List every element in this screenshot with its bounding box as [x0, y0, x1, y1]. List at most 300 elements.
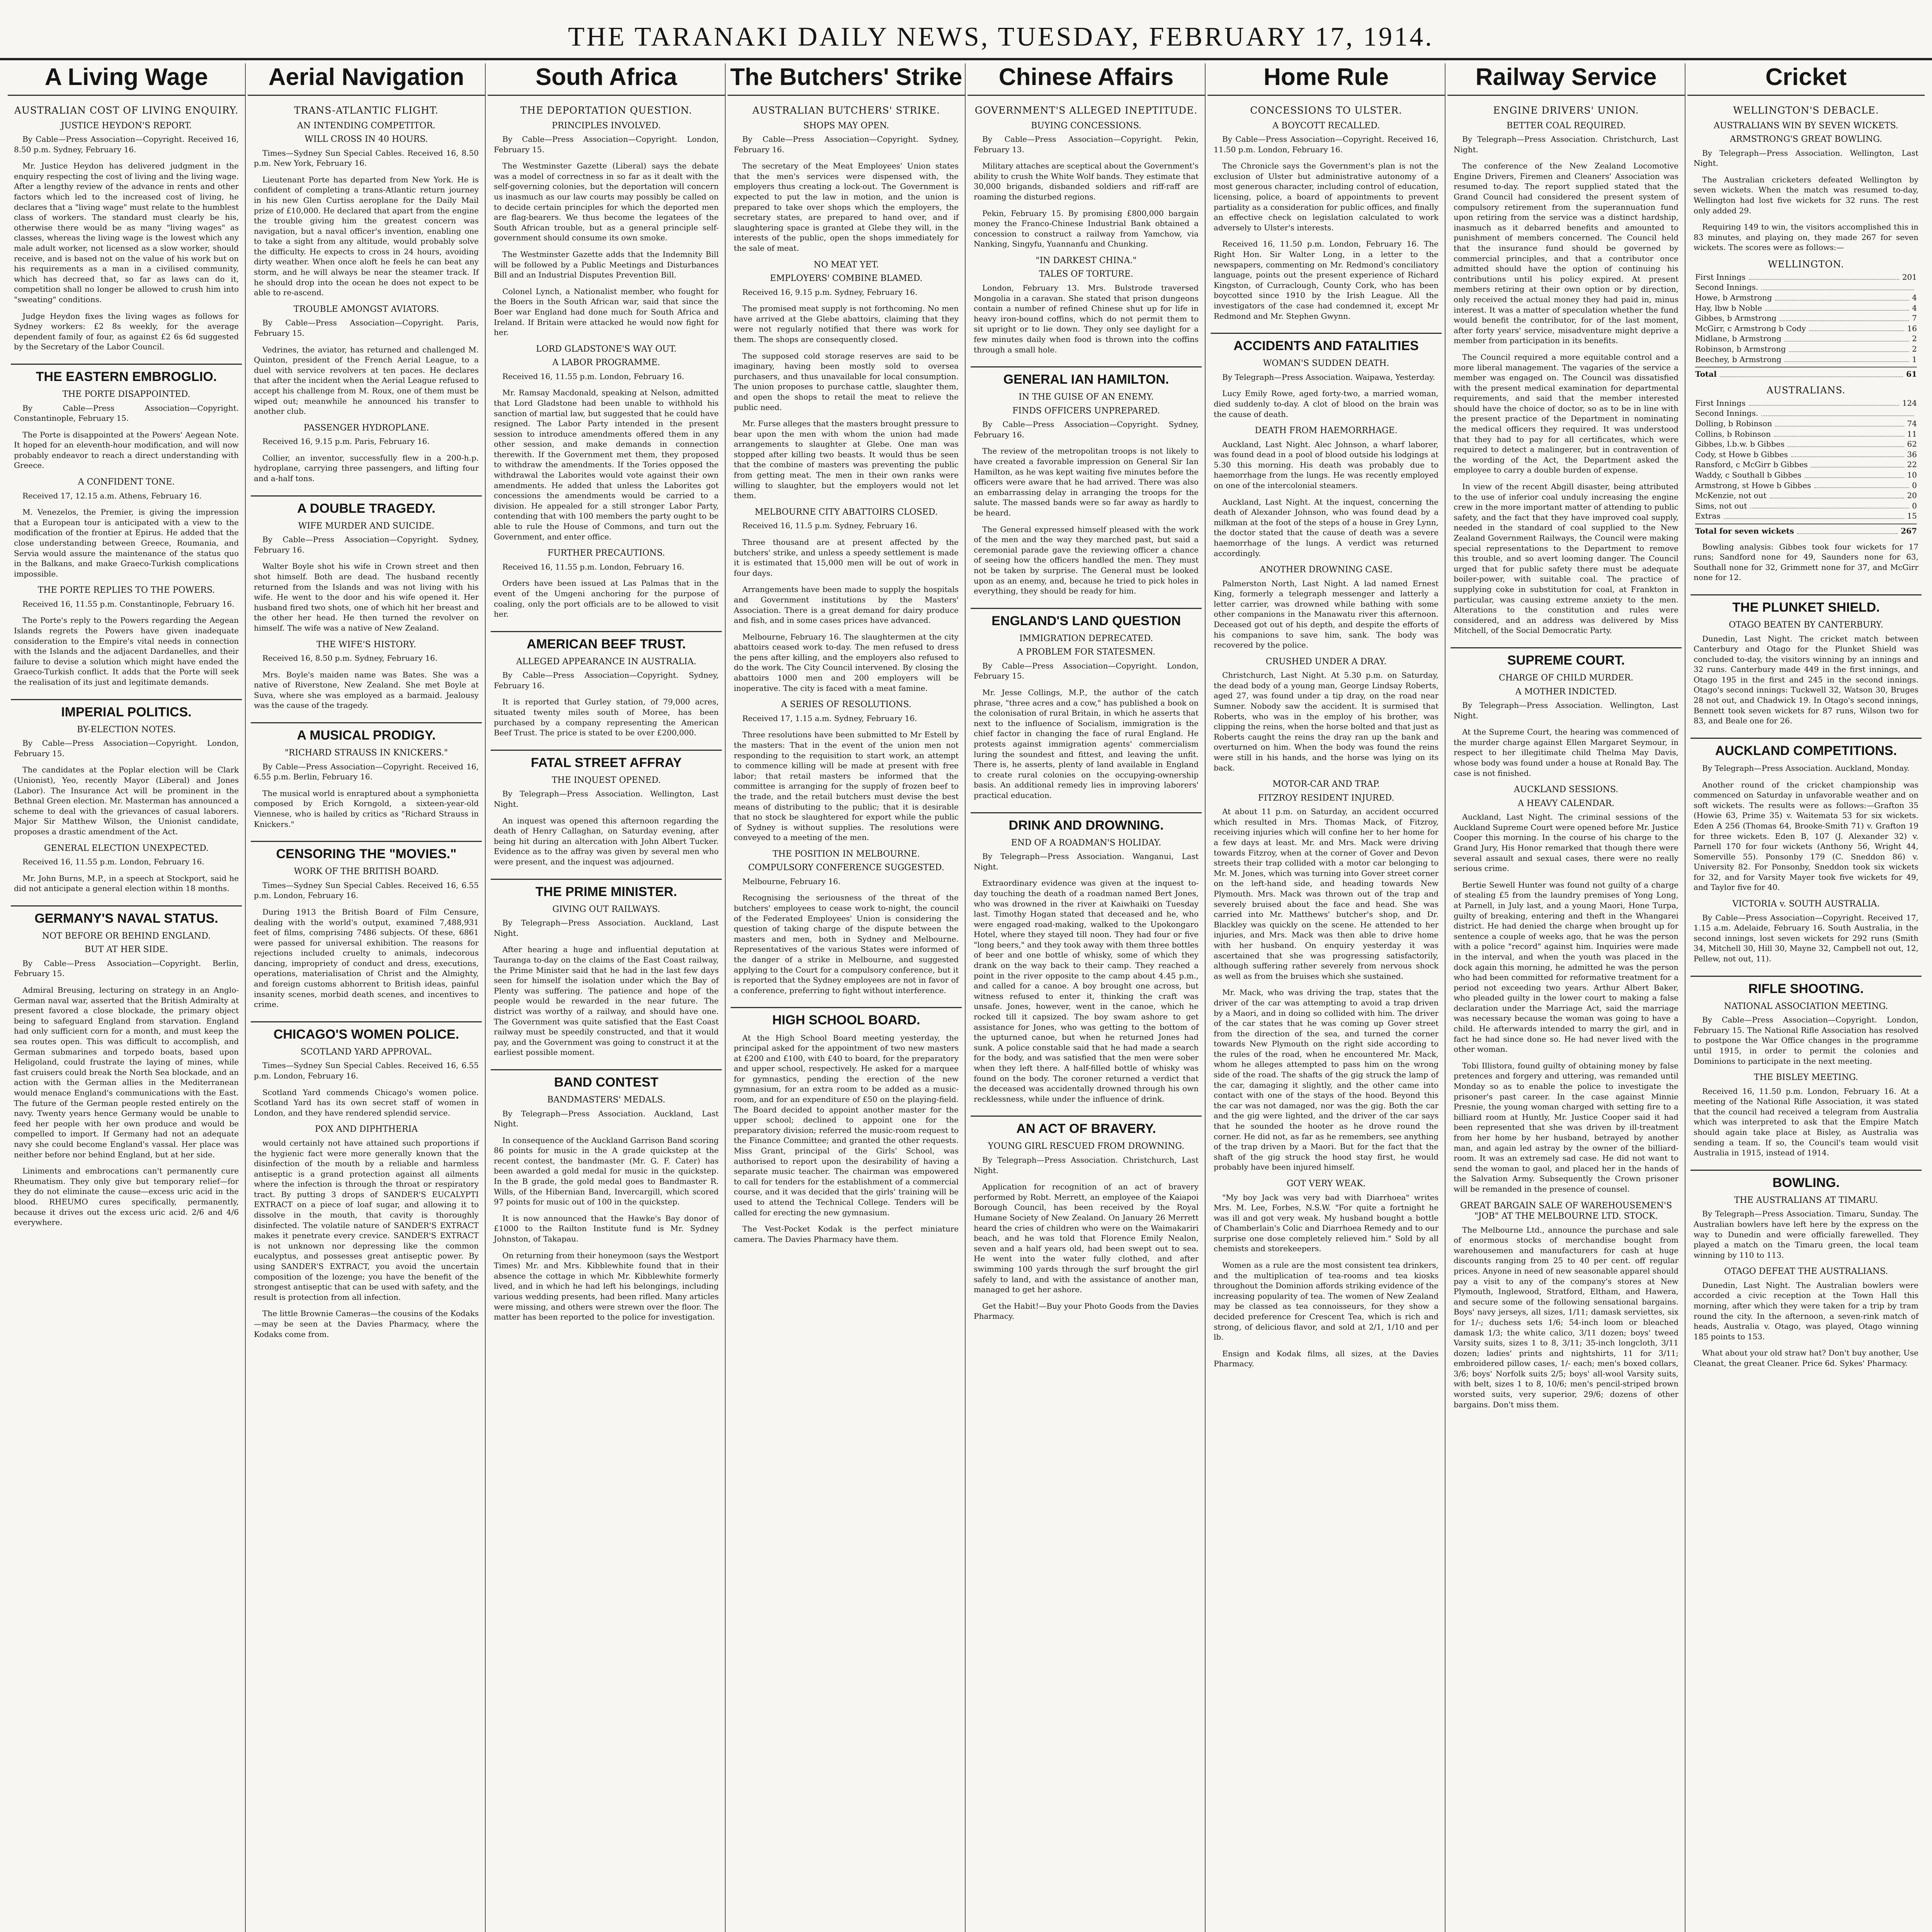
- score-name: Second Innings.: [1695, 408, 1759, 418]
- article-paragraph: By Cable—Press Association—Copyright. Received 16, 8.50 p.m. Sydney, February 16.: [14, 134, 239, 154]
- article-paragraph: M. Venezelos, the Premier, is giving the impression that a European tour is anticipated with a view to the modification of the frontier at Epirus. He added that the close understanding between Greece, Roumania, and Servia would assure the maintenance of the status quo in the Balkans, and make Graeco-Turkish complications impossible.: [14, 507, 239, 578]
- article-paragraph: The secretary of the Meat Employees' Union states that the men's services were dispensed with, the employers thus creating a lock-out. The Government is expected to put the law in motion, and the union is prepared to take over shops which the employers, the secretary states, are prepared to hand over, and if slaughtering space is granted at Glebe they will, in the interests of the public, open the shops immediately for the sale of meat.: [734, 161, 959, 253]
- article-heading: IMMIGRATION DEPRECATED.: [1019, 633, 1153, 643]
- article-paragraph: By Cable—Press Association—Copyright. Received 17, 1.15 a.m. Adelaide, February 16. South Australia, in the second innings, lost seven wickets for 292 runs (Smith 34, Mitchell 30, Hill 30, Mayne 32, Campbell not out, 12, Pellew, not out, 11).: [1694, 913, 1918, 963]
- article-paragraph: Received 16, 8.50 p.m. Sydney, February 16.: [262, 653, 438, 663]
- score-row: [1695, 429, 1917, 439]
- score-row: [1695, 313, 1917, 323]
- news-column: [1208, 63, 1446, 1932]
- score-name: Hay, lbw b Noble: [1695, 303, 1762, 313]
- article-paragraph: Bertie Sewell Hunter was found not guilty of a charge of stealing £5 from the laundry premises of Yong Long, at Parnell, in July last, and a young Maori, Hone Turpa, guilty of breaking, entering and theft in the Whangarei district. He had denied the charge when brought up for sentence a couple of weeks ago, that he was the person with a police "record" against him. Inquiries were made in the interval, and when the youth was placed in the dock again this morning, he admitted he was the person who had been committed for reformative treatment for a period not exceeding two years. Arthur Albert Baker, who pleaded guilty in the lower court to making a false declaration under the Marriage Act, said the marriage was necessary because the woman was going to have a child. He afterwards intended to marry the girl, and in fact he had since done so. He had never lived with the other woman.: [1454, 880, 1679, 1054]
- section-heading: AMERICAN BEEF TRUST.: [491, 631, 722, 652]
- section-heading: THE PRIME MINISTER.: [491, 879, 722, 900]
- article-heading: POX AND DIPHTHERIA: [315, 1124, 418, 1134]
- article-paragraph: Dunedin, Last Night. The cricket match between Canterbury and Otago for the Plunket Shield was concluded to-day, the visitors winning by an innings and 32 runs. Canterbury made 449 in the first innings, and Otago 195 in the first and 245 in the second innings. Otago's second innings: Tuckwell 32, Watson 30, Bruges 28 not out, and Chadwick 19. In Otago's second innings, Bennett took seven wickets for 87 runs, Wilson two for 83, and Beale one for 26.: [1694, 634, 1918, 726]
- article-paragraph: It is now announced that the Hawke's Bay donor of £1000 to the Railton Institute fund is Mr. Sydney Johnston, of Takapau.: [494, 1213, 719, 1244]
- article-paragraph: The supposed cold storage reserves are said to be imaginary, having been mostly sold to oversea purchasers, and thus unavailable for local consumption. The union proposes to purchase cattle, slaughter them, and open the shops to retail the meat to relieve the public need.: [734, 351, 959, 412]
- article-paragraph: Received 16, 9.15 p.m. Paris, February 16.: [262, 437, 430, 446]
- article-paragraph: Bowling analysis: Gibbes took four wickets for 17 runs; Sandford none for 49, Saunders none for 63, Southall none for 32, Grimmett none for 37, and McGirr none for 12.: [1694, 542, 1918, 582]
- article-paragraph: Pekin, February 15. By promising £800,000 bargain money the Franco-Chinese Industrial Bank obtained a concession to construct a railway from Yamchow, via Nanking, Singyfu, Yuannanfu and Chunking.: [974, 208, 1199, 249]
- news-column: [968, 63, 1206, 1932]
- article-paragraph: At the High School Board meeting yesterday, the principal asked for the appointment of two new masters at £200 and £100, with £40 to board, for the preparatory and upper school, respectively. He asked for a marquee for gymnastics, pending the erection of the new gymnasium, for an extra room to be added as a music-room, and for an expenditure of £50 on the playing-field. The Board decided to appoint another master for the upper school; declined to appoint one for the preparatory division; referred the music-room request to the Finance Committee; and granted the other requests. Miss Grant, principal of the Girls' School, was authorised to report upon the desirability of having a separate music teacher. The chairman was empowered to call for tenders for the establishment of a commercial course, and it was decided that the girls' training will be used to attend the Technical College. Tenders will be called for erecting the new gymnasium.: [734, 1033, 959, 1217]
- score-row: [1695, 398, 1917, 408]
- article-paragraph: By Cable—Press Association—Copyright. Berlin, February 15.: [14, 958, 239, 978]
- score-value: 7: [1912, 313, 1917, 323]
- article-heading: ALLEGED APPEARANCE IN AUSTRALIA.: [516, 656, 697, 667]
- article-paragraph: Times—Sydney Sun Special Cables. Received 16, 8.50 p.m. New York, February 16.: [254, 148, 479, 168]
- article-heading: DEATH FROM HAEMORRHAGE.: [1255, 426, 1398, 436]
- article-heading: FITZROY RESIDENT INJURED.: [1258, 793, 1395, 803]
- article-heading: A BOYCOTT RECALLED.: [1272, 121, 1380, 131]
- article-paragraph: By Cable—Press Association—Copyright. Sydney, February 16.: [254, 535, 479, 554]
- article-heading: BUYING CONCESSIONS.: [1031, 121, 1141, 131]
- section-heading: CHICAGO'S WOMEN POLICE.: [251, 1021, 482, 1042]
- score-name: Second Innings.: [1695, 282, 1759, 292]
- article-paragraph: In consequence of the Auckland Garrison Band scoring 86 points for music in the A grade quickstep at the recent contest, the bandmaster (Mr. G. F. Cater) has been awarded a gold medal for music in the quickstep. In the B grade, the gold medal goes to Bandmaster R. Wills, of the Hibernian Band, Invercargill, which scored 97 points for music out of 100 in the quickstep.: [494, 1135, 719, 1207]
- score-row: [1695, 303, 1917, 313]
- score-value: 201: [1902, 272, 1917, 282]
- article-heading: WOMAN'S SUDDEN DEATH.: [1263, 359, 1389, 369]
- article-paragraph: Recognising the seriousness of the threat of the butchers' employees to cease work to-night, the council of the Federated Employees' Union is considering the question of taking charge of the dispute between the masters and men, both in Sydney and Melbourne. Representatives of the various States were informed of the danger of a strike in Melbourne, and suggested applying to the Court for a compulsory conference, but it is reported that the Sydney employees are not in favor of a conference, preferring to fight without interference.: [734, 893, 959, 995]
- article-paragraph: Received 16, 11.55 p.m. London, February 16.: [502, 371, 684, 381]
- article-paragraph: The Australian cricketers defeated Wellington by seven wickets. When the match was resumed to-day, Wellington had lost five wickets for 32 runs. The rest only added 29.: [1694, 175, 1918, 215]
- news-column: [488, 63, 726, 1932]
- article-paragraph: The Vest-Pocket Kodak is the perfect miniature camera. The Davies Pharmacy have them.: [734, 1224, 959, 1244]
- score-value: 2: [1912, 334, 1917, 344]
- article-paragraph: The promised meat supply is not forthcoming. No men have arrived at the Glebe abattoirs, claiming that they were not regularly notified that there was work for them. The shops are consequently closed.: [734, 304, 959, 344]
- article-paragraph: By Cable—Press Association—Copyright. Received 16, 11.50 p.m. London, February 16.: [1214, 134, 1439, 154]
- leader-dots: [1784, 354, 1909, 362]
- leader-dots: [1750, 501, 1909, 509]
- article-paragraph: Women as a rule are the most consistent tea drinkers, and the multiplication of tea-rooms and tea kiosks throughout the Dominion affords striking evidence of the increasing popularity of tea. The women of New Zealand may be classed as tea connoisseurs, for they show a decided preference for Crescent Tea, which is rich and strong, of delicious flavor, and sold at 2/1, 1/10 and per lb.: [1214, 1260, 1439, 1342]
- article-heading: MOTOR-CAR AND TRAP.: [1272, 779, 1380, 789]
- section-heading: A MUSICAL PRODIGY.: [251, 722, 482, 743]
- article-paragraph: Received 16, 11.50 p.m. London, February 16. At a meeting of the National Rifle Association, it was stated that the council had received a telegram from Australia which was interpreted to ask that the Empire Match should again take place at Bisley, as Australia was sending a team. If so, the Council's team would visit Australia in 1915, instead of 1914.: [1694, 1086, 1918, 1158]
- article-heading: ARMSTRONG'S GREAT BOWLING.: [1730, 134, 1883, 145]
- score-name: Total for seven wickets: [1695, 526, 1794, 536]
- article-heading: BETTER COAL REQUIRED.: [1506, 121, 1626, 131]
- score-row: [1695, 408, 1917, 418]
- column-title: Cricket: [1687, 63, 1925, 96]
- article-heading: SCOTLAND YARD APPROVAL.: [300, 1047, 432, 1057]
- article-heading: CONCESSIONS TO ULSTER.: [1250, 105, 1402, 116]
- article-heading: THE DEPORTATION QUESTION.: [520, 105, 692, 116]
- article-paragraph: Application for recognition of an act of bravery performed by Robt. Merrett, an employee of the Kaiapoi Borough Council, has been received by the Royal Humane Society of New Zealand. On January 26 Merrett heard the cries of children who were on the Waimakariri beach, and he was told that Florence Emily Nealon, seven and a half years old, had been swept out to sea. He went into the water fully clothed, and after swimming 100 yards through the surf brought the girl safely to land, and with the assistance of another man, managed to get her ashore.: [974, 1182, 1199, 1294]
- article-heading: THE INQUEST OPENED.: [551, 775, 661, 785]
- leader-dots: [1724, 511, 1904, 519]
- article-heading: A LABOR PROGRAMME.: [552, 358, 660, 368]
- score-name: Robinson, b Armstrong: [1695, 344, 1786, 354]
- leader-dots: [1765, 303, 1909, 311]
- article-paragraph: Received 16, 11.50 p.m. London, February 16. The Right Hon. Sir Walter Long, in a letter to the newspapers, commenting on Mr. Redmond's conciliatory language, points out the present experience of Richard Kingston, of Curraclough, County Cork, who has been boycotted since 1910 by the Irish League. All the investigators of the case had condemned it, except Mr Redmond and Mr. Stephen Gwynn.: [1214, 239, 1439, 321]
- article-heading: THE BISLEY MEETING.: [1753, 1073, 1859, 1083]
- article-heading: FINDS OFFICERS UNPREPARED.: [1012, 406, 1160, 416]
- article-paragraph: The Westminster Gazette (Liberal) says the debate was a model of correctness in so far as it dealt with the self-governing colonies, but the deportation will concern us inasmuch as our law courts may possibly be called on to decide certain principles for which the deported men are flag-bearers. We thus become the legatees of the South African trouble, but as a general principle self-government should consume its own smoke.: [494, 161, 719, 243]
- score-name: Armstrong, st Howe b Gibbes: [1695, 480, 1811, 490]
- score-row: [1695, 282, 1917, 293]
- score-row: [1695, 293, 1917, 303]
- score-row: [1695, 490, 1917, 501]
- leader-dots: [1811, 459, 1904, 468]
- article-paragraph: Christchurch, Last Night. At 5.30 p.m. on Saturday, the dead body of a young man, George Lindsay Roberts, aged 27, was found under a tip dray, on the road near Sumner. Nobody saw the accident. It is surmised that Roberts, who was in the employ of his brother, was clipping the reins, when the horse bolted and that just as Roberts caught the reins the dray ran up the bank and overturned on him. When the body was found the reins were still in his hands, and the horse was lying on its back.: [1214, 670, 1439, 772]
- article-paragraph: What about your old straw hat? Don't buy another, Use Cleanat, the great Cleaner. Price 6d. Sykes' Pharmacy.: [1694, 1348, 1918, 1368]
- article-paragraph: Times—Sydney Sun Special Cables. Received 16, 6.55 p.m. London, February 16.: [254, 880, 479, 900]
- article-paragraph: Times—Sydney Sun Special Cables. Received 16, 6.55 p.m. London, February 16.: [254, 1061, 479, 1081]
- score-value: 74: [1907, 419, 1917, 429]
- column-title: South Africa: [488, 63, 725, 96]
- article-heading: TALES OF TORTURE.: [1039, 269, 1134, 279]
- article-paragraph: By Telegraph—Press Association. Wellington, Last Night.: [494, 789, 719, 809]
- article-paragraph: The Melbourne Ltd., announce the purchase and sale of enormous stocks of merchandise bought from warehousemen and manufacturers for cash at huge discounts ranging from 25 to 40 per cent. off regular prices. Anyone in need of new seasonable apparel should pay a visit to any of the company's stores at New Plymouth, Inglewood, Stratford, Eltham, and Hawera, and secure some of the following sensational bargains. Boys' navy jerseys, all sizes, 1/11; damask serviettes, six for 1/-; duchess sets 1/6; 54-inch loom or bleached damask 1/3; the white calico, 3/11 dozen; boys' tweed Varsity suits, sizes 1 to 8, 3/11; 35-inch longcloth, 3/11 dozen; ladies' prints and nightshirts, 11 for 3/11; embroidered pillow cases, 1/- each; men's boxed collars, 3/6; boys' Norfolk suits 2/5; boys' all-wool Varsity suits, with belt, sizes 1 to 8, 10/6; men's pencil-striped brown worsted suits, very superior, 29/6; dozens of other bargains. Don't miss them.: [1454, 1225, 1679, 1409]
- section-heading: BOWLING.: [1690, 1170, 1922, 1190]
- score-row: [1695, 524, 1917, 536]
- article-paragraph: "My boy Jack was very bad with Diarrhoea" writes Mrs. M. Lee, Forbes, N.S.W. "For quite a fortnight he was ill and got very weak. My husband bought a bottle of Chamberlain's Colic and Diarrhoea Remedy and to our surprise one dose completely relieved him." Sold by all chemists and storekeepers.: [1214, 1192, 1439, 1253]
- article-heading: BANDMASTERS' MEDALS.: [547, 1095, 665, 1105]
- article-paragraph: Mr. Mack, who was driving the trap, states that the driver of the car was attempting to avoid a trap driven by a Maori, and in doing so collided with him. The driver of the car states that he was coming up Gover street from the direction of the sea, and turned the corner towards New Plymouth on the right side according to the rules of the road, when he encountered Mr. Mack, whom he alleges attempted to pass him on the wrong side of the road. The shafts of the gig struck the lamp of the car, damaging it slightly, and the other came into contact with one of the stays of the hood. Beyond this the car was not damaged, nor was the gig. Both the car and the gig were lighted, and the driver of the car says that he sounded the hooter as he drove round the corner. He did not, as far as he remembers, see anything of the trap driven by a Maori. But for the fact that the shaft of the gig struck the hood stay first, he would probably have been injured himself.: [1214, 988, 1439, 1172]
- score-name: McGirr, c Armstrong b Cody: [1695, 323, 1806, 333]
- score-name: Extras: [1695, 511, 1721, 521]
- article-paragraph: Received 17, 1.15 a.m. Sydney, February 16.: [742, 713, 917, 723]
- article-heading: PASSENGER HYDROPLANE.: [303, 423, 429, 433]
- article-heading: AUSTRALIANS WIN BY SEVEN WICKETS.: [1714, 121, 1898, 131]
- article-paragraph: would certainly not have attained such proportions if the hygienic fact were more generally known that the disinfection of the mouth by a reliable and harmless antiseptic is a grand protection against all ailments where the infection is through the throat or respiratory tract. By putting 3 drops of SANDER'S EUCALYPTI EXTRACT on a piece of loaf sugar, and allowing it to dissolve in the mouth, that cavity is thoroughly disinfected. The volatile nature of SANDER'S EXTRACT makes it penetrate every crevice. SANDER'S EXTRACT is not unknown nor depressing like the common eucalyptus, and possesses great antiseptic power. By using SANDER'S EXTRACT, you avoid the uncertain composition of the lozenge; you have the benefit of the strongest antiseptic that can be used with safety, and the result is protection from all infection.: [254, 1138, 479, 1302]
- score-row: [1695, 344, 1917, 354]
- score-name: Midlane, b Armstrong: [1695, 334, 1782, 344]
- article-heading: "IN DARKEST CHINA.": [1036, 255, 1137, 265]
- article-paragraph: Auckland, Last Night. Alec Johnson, a wharf laborer, was found dead in a pool of blood outside his lodgings at 5.30 this morning. His death was probably due to haemorrhage from the lungs. He was recently employed on one of the intercolonial steamers.: [1214, 439, 1439, 490]
- article-paragraph: Mr. Furse alleges that the masters brought pressure to bear upon the men with whom the union had made arrangements to slaughter at Glebe. One man was stopped after killing two beasts. It would thus be seen that the combine of masters was preventing the public from getting meat. The men in their own ranks were willing to slaughter, but the employers would not let them.: [734, 419, 959, 500]
- score-value: 11: [1907, 429, 1917, 439]
- column-title: The Butchers' Strike: [728, 63, 965, 96]
- article-paragraph: By Cable—Press Association—Copyright. Sydney, February 16.: [494, 670, 719, 690]
- article-paragraph: Received 16, 11.55 p.m. Constantinople, February 16.: [22, 599, 235, 609]
- leader-dots: [1789, 344, 1909, 352]
- leader-dots: [1780, 313, 1909, 321]
- article-paragraph: Received 17, 12.15 a.m. Athens, February 16.: [22, 491, 202, 500]
- article-paragraph: Received 16, 11.55 p.m. London, February 16.: [22, 857, 204, 867]
- article-heading: CHARGE OF CHILD MURDER.: [1498, 673, 1634, 683]
- article-heading: "RICHARD STRAUSS IN KNICKERS.": [284, 748, 448, 758]
- article-heading: BUT AT HER SIDE.: [85, 945, 168, 955]
- leader-dots: [1775, 293, 1909, 301]
- score-value: 124: [1902, 398, 1917, 408]
- article-paragraph: Lucy Emily Rowe, aged forty-two, a married woman, died suddenly to-day. A clot of blood on the brain was the cause of death.: [1214, 389, 1439, 419]
- score-value: 1: [1912, 354, 1917, 364]
- article-paragraph: Military attaches are sceptical about the Government's ability to crush the White Wolf bands. They estimate that 30,000 brigands, disbanded soldiers and riff-raff are roaming the disturbed regions.: [974, 161, 1199, 202]
- leader-dots: [1804, 470, 1904, 478]
- article-paragraph: At about 11 p.m. on Saturday, an accident occurred which resulted in Mrs. Thomas Mack, of Fitzroy, receiving injuries which will confine her to her home for a few days at least. Mr. and Mrs. Mack were driving towards Fitzroy, when at the corner of Gover and Devon streets their trap collided with a motor car belonging to Mr. M. Jones, which was turning into Gover street corner on the left-hand side, and heading towards New Plymouth. Mrs. Mack was thrown out of the trap and severely bruised about the face and head. She was carried into Mr. Matthews' butcher's shop, and Dr. Blackley was quickly on the scene. He attended to her injuries, and Mrs. Mack was then able to drive home with her husband. On enquiry yesterday it was ascertained that she was progressing satisfactorily, although suffering rather severely from nervous shock as well as from the bruises which she sustained.: [1214, 807, 1439, 981]
- article-paragraph: Auckland, Last Night. The criminal sessions of the Auckland Supreme Court were opened before Mr. Justice Cooper this morning. In the course of his charge to the Grand Jury, His Honor remarked that though there were several assault and sexual cases, there were no really serious crime.: [1454, 812, 1679, 873]
- score-row: [1695, 480, 1917, 491]
- article-heading: WORK OF THE BRITISH BOARD.: [294, 867, 439, 877]
- score-value: 15: [1907, 511, 1917, 521]
- article-paragraph: By Cable—Press Association—Copyright. Sydney, February 16.: [974, 420, 1199, 439]
- article-paragraph: By Cable—Press Association—Copyright. London, February 15.: [494, 134, 719, 154]
- section-heading: ENGLAND'S LAND QUESTION: [971, 608, 1202, 629]
- article-paragraph: By Cable—Press Association—Copyright. London, February 15.: [14, 738, 239, 758]
- article-paragraph: Melbourne, February 16. The slaughtermen at the city abattoirs ceased work to-day. The men refused to dress the pens after killing, and the employers also refused to do the work. The City Council intervened. By closing the abattoirs 1000 men and 200 employers will be inoperative. The city is faced with a meat famine.: [734, 632, 959, 693]
- section-heading: AN ACT OF BRAVERY.: [971, 1116, 1202, 1136]
- article-paragraph: Orders have been issued at Las Palmas that in the event of the Umgeni anchoring for the purpose of coaling, only the port officials are to be allowed to visit her.: [494, 578, 719, 619]
- leader-dots: [1791, 449, 1904, 457]
- article-paragraph: By Cable—Press Association—Copyright. London, February 15.: [974, 661, 1199, 681]
- score-name: Cody, st Howe b Gibbes: [1695, 449, 1788, 459]
- score-name: Dolling, b Robinson: [1695, 419, 1772, 429]
- article-heading: YOUNG GIRL RESCUED FROM DROWNING.: [988, 1141, 1185, 1151]
- section-heading: CENSORING THE "MOVIES.": [251, 841, 482, 862]
- score-row: [1695, 418, 1917, 429]
- article-paragraph: Extraordinary evidence was given at the inquest to-day touching the death of a roadman named Bert Jones, who was drowned in the river at Kaiwhaiki on Tuesday last. Timothy Hogan stated that deceased and he, who were engaged road-making, walked to the Upokongaro Hotel, where they stayed till noon. They had four or five "long beers," and they took away with them three bottles of beer and one bottle of whisky, some of which they drank on the way back to their camp. They reached a point in the river opposite to the camp about 4.45 p.m., and called for a canoe. A boy brought one across, but witness refused to enter it, thinking the craft was unsafe. Jones, however, went in the canoe, which he rocked till it capsized. The boy swam ashore to get assistance for Jones, who was getting to the bottom of the upturned canoe, but when he returned Jones had sunk. A police constable said that he had made a search for the body, and was satisfied that the men were sober when they left there. A half-filled bottle of whisky was found on the body. The coroner returned a verdict that the deceased was accidentally drowned through his own recklessness, while under the influence of drink.: [974, 878, 1199, 1104]
- article-heading: AUCKLAND SESSIONS.: [1514, 785, 1619, 795]
- article-paragraph: Received 16, 9.15 p.m. Sydney, February 16.: [742, 287, 918, 297]
- article-heading: A HEAVY CALENDAR.: [1517, 798, 1615, 808]
- article-heading: NATIONAL ASSOCIATION MEETING.: [1724, 1001, 1888, 1011]
- section-heading: ACCIDENTS AND FATALITIES: [1211, 333, 1442, 354]
- section-heading: GERMANY'S NAVAL STATUS.: [11, 905, 242, 926]
- scoreboard: [1695, 259, 1917, 379]
- article-paragraph: By Cable—Press Association—Copyright. London, February 15. The National Rifle Association has resolved to postpone the War Office changes in the programme until 1915, in order to permit the colonies and Dominions to participate in the next meeting.: [1694, 1015, 1918, 1066]
- article-paragraph: By Telegraph—Press Association. Timaru, Sunday. The Australian bowlers have left here by the express on the way to Dunedin and were officially farewelled. They played a match on the Timaru green, the local team winning by 110 to 113.: [1694, 1209, 1918, 1260]
- score-value: 62: [1907, 439, 1917, 449]
- section-heading: FATAL STREET AFFRAY: [491, 750, 722, 770]
- article-heading: THE PORTE DISAPPOINTED.: [62, 389, 190, 400]
- article-paragraph: By Telegraph—Press Association. Waipawa, Yesterday.: [1222, 372, 1435, 382]
- article-heading: MELBOURNE CITY ABATTOIRS CLOSED.: [755, 507, 938, 517]
- article-heading: A PROBLEM FOR STATESMEN.: [1017, 647, 1155, 657]
- score-name: Total: [1695, 369, 1717, 379]
- article-paragraph: By Telegraph—Press Association. Christchurch, Last Night.: [1454, 134, 1679, 154]
- article-paragraph: During 1913 the British Board of Film Censure, dealing with the world's output, examined 7,488,931 feet of films, comprising 7486 subjects. Of these, 6861 were passed for universal exhibition. The reasons for rejections included cruelty to animals, indecorous dancing, impropriety of conduct and dress, executions, operations, materialisation of Christ and the Almighty, and foreign customs abhorrent to British ideas, painful insanity scenes, morbid death scenes, and incentives to crime.: [254, 907, 479, 1009]
- article-heading: LORD GLADSTONE'S WAY OUT.: [536, 344, 677, 354]
- article-heading: OTAGO DEFEAT THE AUSTRALIANS.: [1724, 1267, 1888, 1277]
- score-row: [1695, 323, 1917, 334]
- score-row: [1695, 333, 1917, 344]
- article-paragraph: By Telegraph—Press Association. Wellington, Last Night.: [1694, 148, 1918, 168]
- article-heading: AUSTRALIAN BUTCHERS' STRIKE.: [752, 105, 940, 116]
- article-paragraph: The Council required a more equitable control and a more liberal management. The vagaries of the service a member was engaged on. The Council was dissatisfied with the present medical examination for departmental requirements, and said that the member interested should have the choice of doctor, so as to be in line with the present practice of the Department in nominating the medical officers they required. It was understood that they had to pay for all certificates, which were required to detect a malingerer, but in contravention of the wording of the Act, the Department asked the employee to carry a double burden of expense.: [1454, 352, 1679, 475]
- leader-dots: [1809, 323, 1904, 332]
- article-heading: GENERAL ELECTION UNEXPECTED.: [44, 843, 209, 853]
- column-title: Home Rule: [1208, 63, 1445, 96]
- article-paragraph: Vedrines, the aviator, has returned and challenged M. Quinton, president of the French Aerial League, to a duel with service revolvers at ten paces. He declares that after the incident when the Aerial League refused to accept his challenge from M. Roux, one of them must be wiped out; meanwhile he announced his transfer to another club.: [254, 345, 479, 416]
- section-heading: RIFLE SHOOTING.: [1690, 976, 1922, 997]
- article-paragraph: By Cable—Press Association—Copyright. Paris, February 15.: [254, 318, 479, 338]
- score-value: 2: [1912, 344, 1917, 354]
- article-heading: GIVING OUT RAILWAYS.: [552, 904, 660, 914]
- masthead: [0, 0, 1932, 60]
- score-value: 0: [1912, 480, 1917, 490]
- article-heading: VICTORIA v. SOUTH AUSTRALIA.: [1732, 899, 1880, 909]
- news-column: [1687, 63, 1925, 1932]
- leader-dots: [1749, 272, 1899, 280]
- article-heading: ENGINE DRIVERS' UNION.: [1493, 105, 1639, 116]
- scoreboard: [1695, 385, 1917, 536]
- section-heading: BAND CONTEST: [491, 1069, 722, 1090]
- news-column: [8, 63, 246, 1932]
- score-value: 10: [1907, 470, 1917, 480]
- score-name: Sims, not out: [1695, 501, 1747, 510]
- score-name: Ransford, c McGirr b Gibbes: [1695, 460, 1808, 469]
- section-heading: DRINK AND DROWNING.: [971, 812, 1202, 833]
- article-paragraph: Arrangements have been made to supply the hospitals and Government institutions by the Masters' Association. There is a great demand for dairy produce and fish, and in some cases prices have advanced.: [734, 585, 959, 625]
- article-heading: TROUBLE AMONGST AVIATORS.: [293, 304, 439, 314]
- article-heading: WELLINGTON'S DEBACLE.: [1733, 105, 1879, 116]
- article-paragraph: Colonel Lynch, a Nationalist member, who fought for the Boers in the South African war, said that since the Boer war England had done much for South Africa and Ireland. If Britain were attacked he would now fight for her.: [494, 286, 719, 337]
- article-heading: GOVERNMENT'S ALLEGED INEPTITUDE.: [975, 105, 1198, 116]
- article-paragraph: Received 16, 11.55 p.m. London, February 16.: [502, 562, 684, 571]
- article-heading: THE PORTE REPLIES TO THE POWERS.: [37, 585, 215, 595]
- score-row: [1695, 511, 1917, 521]
- leader-dots: [1761, 408, 1914, 416]
- article-paragraph: Walter Boyle shot his wife in Crown street and then shot himself. Both are dead. The husband recently returned from the Islands and was not living with his wife. He went to the door and his wife opened it. Her husband fired two shots, one of which hit her breast and the other her head. He then turned the revolver on himself. The wife was a native of New Zealand.: [254, 561, 479, 633]
- article-paragraph: Mr. John Burns, M.P., in a speech at Stockport, said he did not anticipate a general election within 18 months.: [14, 873, 239, 893]
- article-paragraph: By Cable—Press Association—Copyright. Pekin, February 13.: [974, 134, 1199, 154]
- article-paragraph: Three resolutions have been submitted to Mr Estell by the masters: That in the event of the union men not responding to the requisition to start work, an attempt to commence killing will be made at present with free labor; that retail masters be informed that the committee is arranging for the supply of frozen beef to the trade, and the retail butchers must devise the best means of distributing to the public; that it is desirable that no stock be slaughtered for export while the public of Sydney is without supplies. The resolutions were conveyed to a meeting of the men.: [734, 730, 959, 842]
- article-heading: WILL CROSS IN 40 HOURS.: [304, 134, 428, 145]
- article-paragraph: On returning from their honeymoon (says the Westport Times) Mr. and Mrs. Kibblewhite found that in their absence the cottage in which Mr. Kibblewhite formerly lived, and in which he had left his belongings, including various wedding presents, had been rifled. Many articles were missing, and others were strewn over the floor. The matter has been reported to the police for investigation.: [494, 1250, 719, 1322]
- scoreboard-title: AUSTRALIANS.: [1766, 384, 1846, 396]
- article-heading: NOT BEFORE OR BEHIND ENGLAND.: [42, 931, 211, 941]
- article-paragraph: Scotland Yard commends Chicago's women police. Scotland Yard has its own secret staff of women in London, and they have rendered splendid service.: [254, 1087, 479, 1117]
- score-value: 4: [1912, 293, 1917, 303]
- section-heading: SUPREME COURT.: [1451, 647, 1682, 668]
- score-name: Gibbes, b Armstrong: [1695, 313, 1777, 323]
- leader-dots: [1774, 429, 1904, 437]
- article-paragraph: By Telegraph—Press Association. Auckland, Last Night.: [494, 1109, 719, 1129]
- article-heading: COMPULSORY CONFERENCE SUGGESTED.: [748, 863, 944, 873]
- score-row: [1695, 501, 1917, 511]
- article-heading: THE AUSTRALIANS AT TIMARU.: [1734, 1195, 1878, 1205]
- news-columns: [8, 63, 1927, 1932]
- score-value: 4: [1912, 303, 1917, 313]
- column-title: A Living Wage: [8, 63, 245, 96]
- article-paragraph: By Telegraph—Press Association. Auckland, Last Night.: [494, 918, 719, 938]
- article-paragraph: After hearing a huge and influential deputation at Tauranga to-day on the claims of the East Coast railway, the Prime Minister said that he had in the last few days seen for himself the isolation under which the Bay of Plenty was suffering. The patience and hope of the people would be rewarded in the near future. The district was worthy of a railway, and should have one. The Government was quite satisfied that the East Coast railway must be speedily constructed, and that it would pay, and the Government was going to construct it at the earliest possible moment.: [494, 945, 719, 1057]
- leader-dots: [1775, 418, 1904, 427]
- article-paragraph: By Cable—Press Association—Copyright. Sydney, February 16.: [734, 134, 959, 154]
- score-name: Gibbes, l.b.w. b Gibbes: [1695, 439, 1785, 449]
- column-title: Chinese Affairs: [968, 63, 1205, 96]
- article-paragraph: The General expressed himself pleased with the work of the men and the way they marched past, but said a ceremonial parade gave the reviewing officer a chance of seeing how the officers handled the men. They must not be taken by surprise. The General must be looked upon as an enemy, and, because he tried to pick holes in everything, they should be ready for him.: [974, 524, 1199, 596]
- article-heading: WIFE MURDER AND SUICIDE.: [298, 521, 435, 531]
- section-heading: THE EASTERN EMBROGLIO.: [11, 364, 242, 384]
- article-heading: AUSTRALIAN COST OF LIVING ENQUIRY.: [14, 105, 239, 116]
- article-paragraph: Tobi Illistora, found guilty of obtaining money by false pretences and forgery and uttering, was remanded until Monday so as to enable the police to investigate the prisoner's past career. In the case against Minnie Presnie, the young woman charged with setting fire to a billiard room at Huntly, Mr. Justice Cooper said it had been represented that she was driven by ill-treatment from her home by her husband, betrayed by another man, and again led astray by the owner of the billiard-room. It was an extremely sad case. He did not want to send the woman to gaol, and placed her in the hands of the Salvation Army. Subsequently the Crown prisoner will be remanded in the presence of counsel.: [1454, 1061, 1679, 1194]
- article-paragraph: Admiral Breusing, lecturing on strategy in an Anglo-German naval war, asserted that the British Admiralty at present favored a close blockade, the primary object being to safeguard England from starvation. England had only sufficient corn for a month, and must keep the sea routes open. This was difficult to accomplish, and German submarines and torpedo boats, based upon Heligoland, could frustrate the laying of mines, while fast cruisers could break the North Sea blockade, and an action with the German allies in the Mediterranean would menace England's communications with the East. The future of the German people rested entirely on the navy. Twenty years hence Germany would be unable to feed her people with her own produce and would be compelled to import. If Germany had not an adequate navy she could become England's vassal. Her place was neither before nor behind England, but at her side.: [14, 985, 239, 1159]
- leader-dots: [1784, 333, 1909, 342]
- article-heading: NO MEAT YET.: [813, 260, 879, 270]
- article-paragraph: Requiring 149 to win, the visitors accomplished this in 83 minutes, and playing on, they made 267 for seven wickets. The scores were as follows:—: [1694, 222, 1918, 252]
- score-row: [1695, 272, 1917, 282]
- article-heading: CRUSHED UNDER A DRAY.: [1265, 656, 1387, 667]
- article-heading: OTAGO BEATEN BY CANTERBURY.: [1729, 620, 1883, 630]
- news-column: [728, 63, 966, 1932]
- article-paragraph: The candidates at the Poplar election will be Clark (Unionist), Yeo, recently Mayor (Liberal) and Jones (Labor). The Insurance Act will be prominent in the Bethnal Green election. Mr. Masterman has announced a scheme to deal with the grievances of casual laborers. Major Sir Matthew Wilson, the Unionist candidate, proposes a drastic amendment of the Act.: [14, 765, 239, 836]
- article-paragraph: Ensign and Kodak films, all sizes, at the Davies Pharmacy.: [1214, 1349, 1439, 1369]
- leader-dots: [1770, 490, 1904, 498]
- article-heading: PRINCIPLES INVOLVED.: [552, 121, 661, 131]
- article-heading: A SERIES OF RESOLUTIONS.: [781, 700, 912, 710]
- leader-dots: [1787, 439, 1904, 447]
- article-paragraph: Melbourne, February 16.: [742, 876, 841, 886]
- article-paragraph: Collier, an inventor, successfully flew in a 200-h.p. hydroplane, carrying three passengers, and lifting four and a-half tons.: [254, 453, 479, 483]
- article-paragraph: Get the Habit!—Buy your Photo Goods from the Davies Pharmacy.: [974, 1301, 1199, 1321]
- article-paragraph: By Telegraph—Press Association. Christchurch, Last Night.: [974, 1155, 1199, 1175]
- article-paragraph: Mr. Jesse Collings, M.P., the author of the catch phrase, "three acres and a cow," has published a book on the colonisation of rural Britain, in which he asserts that next to the influence of Socialism, immigration is the chief factor in changing the face of rural England. He protests against immigration agents' commercialism luring the soundest and fittest, and leaving the unfit. There is, he asserts, plenty of land available in England to create rural colonies on the occupying-ownership basis. An additional remedy lies in improving laborers' practical education.: [974, 688, 1199, 800]
- article-paragraph: By Telegraph—Press Association. Wellington, Last Night.: [1454, 701, 1679, 720]
- article-paragraph: Mr. Ramsay Macdonald, speaking at Nelson, admitted that Lord Gladstone had been unable to withhold his sanction of martial law, but suggested that he could have resigned. The Labor Party intended in the present session to introduce amendments offered them in any other session, and make demands in connection therewith. If the Government met them, they proposed to withdraw the amendments. If the Tories opposed the withdrawal the Laborites would vote against their own amendments. He added that unless the Laborites got concessions the amendments would be carried to a division. He appealed for a still stronger Labor Party, contending that with 100 members the party ought to be able to rule the House of Commons, and turn out the Government, and enter office.: [494, 388, 719, 541]
- score-row: [1695, 367, 1917, 379]
- article-paragraph: Three thousand are at present affected by the butchers' strike, and unless a speedy settlement is made it is estimated that 15,000 men will be out of work in four days.: [734, 537, 959, 578]
- article-heading: SHOPS MAY OPEN.: [803, 121, 889, 131]
- score-value: 36: [1907, 449, 1917, 459]
- section-heading: THE PLUNKET SHIELD.: [1690, 594, 1922, 615]
- score-row: [1695, 459, 1917, 470]
- article-paragraph: An inquest was opened this afternoon regarding the death of Henry Callaghan, on Saturday evening, after being hit during an altercation with John Albert Tucker. Evidence as to the affray was given by several men who were present, and the inquest was adjourned.: [494, 816, 719, 867]
- article-paragraph: Lieutenant Porte has departed from New York. He is confident of completing a trans-Atlantic return journey in his new Glen Curtiss aeroplane for the Daily Mail prize of £10,000. He declared that apart from the engine the trouble giving him the greatest concern was navigation, but a naval officer's invention, enabling one to take a sight from any altitude, would probably solve the difficulty. He expects to cross in 24 hours, avoiding dirty weather. When once aloft he feels he can beat any storm, and he will always be near the steamer track. If he should drop into the ocean he does not expect to be able to re-ascend.: [254, 175, 479, 298]
- article-paragraph: Another round of the cricket championship was commenced on Saturday in unfavorable weather and on soft wickets. The results were as follows:—Grafton 35 (Howie 63, Prime 35) v. Waitemata 53 for six wickets. Eden A 256 (Thomas 64, Brooke-Smith 71) v. Grafton 19 for three wickets. Eden B, 107 (J. Alexander 32) v. Parnell 170 for four wickets (Anthony 56, Wright 44, Somerville 55). Ponsonby 179 (C. Sneddon 86) v. University 82. For Ponsonby, Sneddon took six wickets for 32, and for Varsity Mayer took five wickets for 49, and Taylor five for 40.: [1694, 780, 1918, 892]
- score-name: Howe, b Armstrong: [1695, 293, 1772, 303]
- article-paragraph: By Cable—Press Association—Copyright. Received 16, 6.55 p.m. Berlin, February 16.: [254, 762, 479, 782]
- section-heading: A DOUBLE TRAGEDY.: [251, 495, 482, 516]
- leader-dots: [1720, 369, 1903, 377]
- score-name: McKenzie, not out: [1695, 491, 1767, 500]
- score-value: 267: [1901, 526, 1917, 536]
- score-row: [1695, 470, 1917, 480]
- article-heading: FURTHER PRECAUTIONS.: [547, 548, 665, 558]
- article-paragraph: By Cable—Press Association—Copyright. Constantinople, February 15.: [14, 403, 239, 423]
- article-paragraph: Mrs. Boyle's maiden name was Bates. She was a native of Riverstone, New Zealand. She met Boyle at Suva, where she was employed as a barmaid. Jealousy was the cause of the tragedy.: [254, 670, 479, 710]
- score-name: Waddy, c Southall b Gibbes: [1695, 470, 1802, 480]
- leader-dots: [1814, 480, 1909, 488]
- article-paragraph: Palmerston North, Last Night. A lad named Ernest King, formerly a telegraph messenger and latterly a letter carrier, was drowned while bathing with some other companions in the Manawatu river this afternoon. Deceased got out of his depth, and despite the efforts of his companions to save him, sank. The body was recovered by the police.: [1214, 578, 1439, 650]
- article-paragraph: The little Brownie Cameras—the cousins of the Kodaks—may be seen at the Davies Pharmacy, where the Kodaks come from.: [254, 1309, 479, 1339]
- article-paragraph: The musical world is enraptured about a symphonietta composed by Erich Korngold, a sixteen-year-old Viennese, who is hailed by critics as "Richard Strauss in Knickers.": [254, 788, 479, 829]
- section-heading: HIGH SCHOOL BOARD.: [731, 1007, 962, 1028]
- article-paragraph: The Porte's reply to the Powers regarding the Aegean Islands regrets the Powers have given inadequate consideration to the Empire's vital needs in connection with the Islands and the adjacent Dardanelles, and their failure to devise a solution which might have ended the Graeco-Turkish conflict. It adds that the Porte will seek the realisation of its just and legitimate demands.: [14, 616, 239, 687]
- article-heading: A MOTHER INDICTED.: [1515, 687, 1617, 697]
- score-value: 16: [1907, 323, 1917, 333]
- score-name: Beechey, b Armstrong: [1695, 354, 1782, 364]
- section-heading: IMPERIAL POLITICS.: [11, 699, 242, 720]
- score-name: Collins, b Robinson: [1695, 429, 1771, 439]
- section-heading: AUCKLAND COMPETITIONS.: [1690, 738, 1922, 759]
- article-paragraph: The Porte is disappointed at the Powers' Aegean Note. It hoped for an eleventh-hour modification, and will now probably endeavor to reach a direct understanding with Greece.: [14, 430, 239, 470]
- article-paragraph: By Telegraph—Press Association. Wanganui, Last Night.: [974, 852, 1199, 871]
- scoreboard-title: WELLINGTON.: [1768, 259, 1844, 270]
- section-heading: GENERAL IAN HAMILTON.: [971, 366, 1202, 387]
- article-heading: EMPLOYERS' COMBINE BLAMED.: [770, 274, 923, 284]
- news-column: [248, 63, 486, 1932]
- score-value: 61: [1906, 369, 1917, 379]
- article-heading: THE WIFE'S HISTORY.: [316, 639, 416, 650]
- news-column: [1447, 63, 1685, 1932]
- article-heading: IN THE GUISE OF AN ENEMY.: [1019, 392, 1154, 402]
- score-value: 20: [1907, 491, 1917, 500]
- article-paragraph: The conference of the New Zealand Locomotive Engine Drivers, Firemen and Cleaners' Association was resumed to-day. The report supplied stated that the Grand Council had considered the present system of compulsory retirement from the superannuation fund upon retiring from the service was a distinct hardship, inasmuch as it debarred benefits and amounted to punishment of members concerned. The Council held that the insurance fund should be governed by commercial principles, and that a contributor once admitted should have the option of continuing his contributions until his policy expired. At present members retiring at their own option or by direction, only received the actual money they had paid in, minus interest. It was a matter of speculation whether the fund would benefit the contributor, for of the last moment, after forty years' service, misadventure might deprive a member from participation in its benefits.: [1454, 161, 1679, 345]
- column-title: Railway Service: [1447, 63, 1685, 96]
- article-heading: GREAT BARGAIN SALE OF WAREHOUSEMEN'S "JOB" AT THE MELBOURNE LTD. STOCK.: [1460, 1201, 1672, 1221]
- leader-dots: [1749, 398, 1899, 406]
- article-paragraph: It is reported that Gurley station, of 79,000 acres, situated twenty miles south of Moree, has been purchased by a company representing the American Beef Trust. The price is stated to be over £200,000.: [494, 697, 719, 738]
- score-name: First Innings: [1695, 398, 1746, 408]
- leader-dots: [1797, 526, 1898, 534]
- article-paragraph: Dunedin, Last Night. The Australian bowlers were accorded a civic reception at the Town Hall this morning, after which they were taken for a trip by tram round the city. In the afternoon, a seven-rink match of heads, Australia v. Otago, was played, Otago winning 185 points to 153.: [1694, 1280, 1918, 1341]
- article-paragraph: Judge Heydon fixes the living wages as follows for Sydney workers: £2 8s weekly, for the average dependent family of four, as against £2 6s 6d suggested by the Secretary of the Labor Council.: [14, 311, 239, 352]
- score-row: [1695, 354, 1917, 365]
- score-row: [1695, 439, 1917, 449]
- article-paragraph: Liniments and embrocations can't permanently cure Rheumatism. They only give but temporary relief—for they do not eliminate the cause—excess uric acid in the blood. RHEUMO cures specifically, permanently, because it drives out the excess uric acid. 2/6 and 4/6 everywhere.: [14, 1166, 239, 1227]
